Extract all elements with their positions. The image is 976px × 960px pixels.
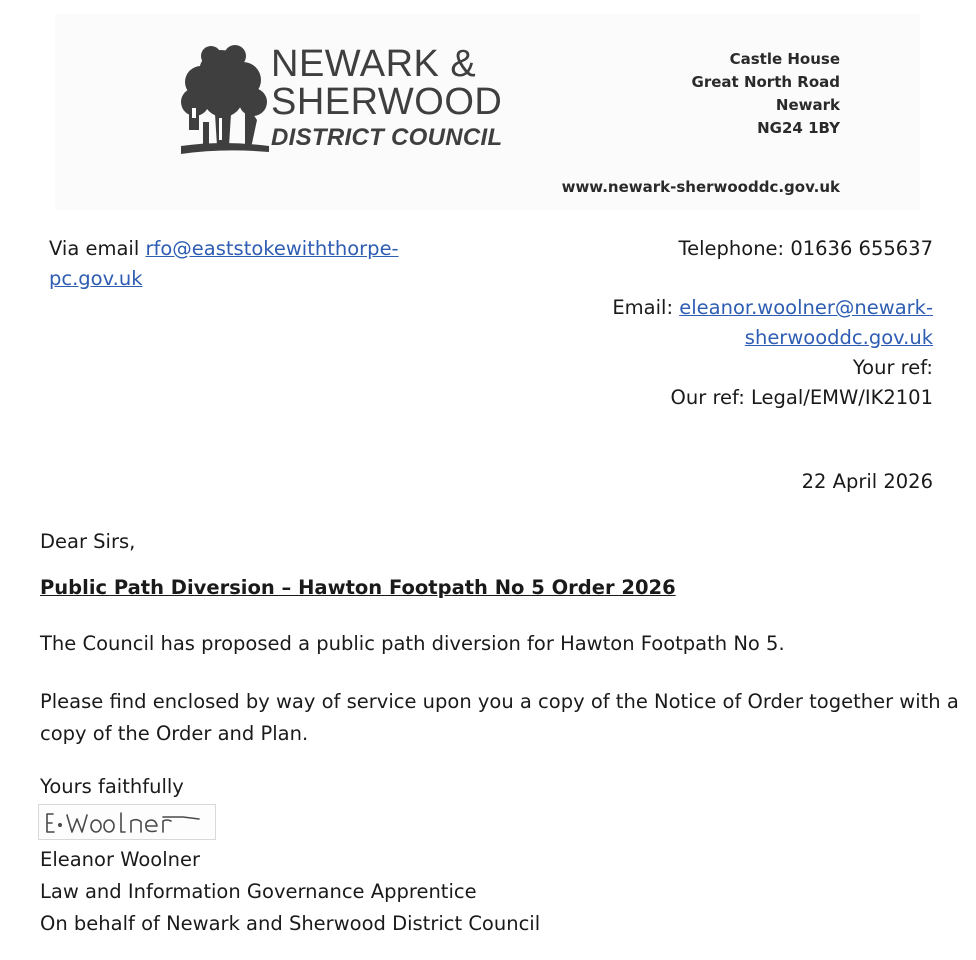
closing: Yours faithfully	[40, 775, 184, 798]
our-ref: Our ref: Legal/EMW/IK2101	[670, 386, 933, 409]
signatory-title: Law and Information Governance Apprentice	[40, 880, 477, 903]
your-ref: Your ref:	[852, 356, 933, 379]
address-line: NG24 1BY	[757, 119, 840, 137]
logo-line-1: NEWARK &	[271, 43, 477, 85]
sender-email-link[interactable]: eleanor.woolner@newark-	[679, 296, 933, 319]
signature-image	[39, 805, 215, 839]
address-line: Newark	[775, 96, 840, 114]
paragraph-2-line-1: Please find enclosed by way of service upon you a copy of the Notice of Order together with a	[40, 690, 959, 713]
letter-date: 22 April 2026	[801, 470, 933, 493]
sender-email-link-cont[interactable]: sherwooddc.gov.uk	[744, 326, 933, 349]
signatory-block	[40, 844, 540, 940]
logo-line-2: SHERWOOD	[271, 81, 503, 123]
handwritten-signature	[38, 804, 216, 840]
via-email-label: Via email	[49, 237, 140, 260]
recipient-email-block	[49, 234, 399, 294]
council-logo	[175, 42, 503, 162]
signatory-organisation: On behalf of Newark and Sherwood District Council	[40, 912, 541, 935]
address-line: Great North Road	[691, 73, 840, 91]
salutation: Dear Sirs,	[40, 530, 136, 553]
oak-tree-icon	[175, 42, 271, 158]
telephone: Telephone: 01636 655637	[678, 237, 933, 260]
paragraph-2-line-2: copy of the Order and Plan.	[40, 722, 309, 745]
signatory-name: Eleanor Woolner	[40, 848, 200, 871]
council-website: www.newark-sherwooddc.gov.uk	[561, 178, 840, 196]
council-address	[692, 48, 840, 140]
email-label: Email:	[612, 296, 674, 319]
letterhead	[55, 14, 920, 210]
contact-details	[612, 234, 933, 413]
paragraph-2	[40, 686, 965, 750]
logo-line-3: DISTRICT COUNCIL	[271, 124, 503, 151]
address-line: Castle House	[729, 50, 840, 68]
recipient-email-link[interactable]: rfo@eaststokewiththorpe-	[145, 237, 399, 260]
paragraph-1: The Council has proposed a public path diversion for Hawton Footpath No 5.	[40, 632, 785, 655]
subject-heading: Public Path Diversion – Hawton Footpath No 5 Order 2026	[40, 576, 676, 599]
recipient-email-link-cont[interactable]: pc.gov.uk	[49, 267, 143, 290]
